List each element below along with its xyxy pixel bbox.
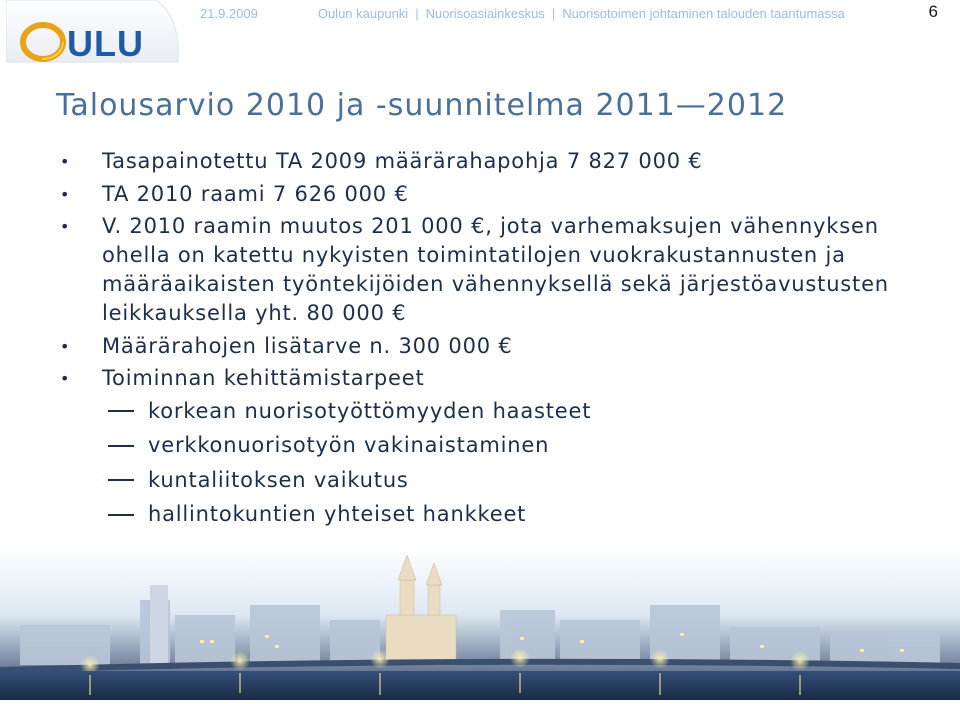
header-date: 21.9.2009 (200, 5, 258, 21)
bullet-text: Määrärahojen lisätarve n. 300 000 € (102, 333, 513, 358)
header-topic: Nuorisotoimen johtaminen talouden taantumassa (562, 5, 845, 21)
bullet-item (56, 147, 916, 176)
slide-header (200, 4, 950, 22)
dash-icon (108, 479, 134, 481)
city-skyline-photo (0, 545, 960, 700)
bullet-icon: • (60, 152, 71, 171)
dash-icon (108, 514, 134, 516)
slide-content (56, 147, 916, 535)
header-separator: | (551, 5, 556, 21)
bullet-text: V. 2010 raamin muutos 201 000 €, jota varhemaksujen vähennyksen ohella on katettu nykyisten toimintatilojen vuokrakustannusten ja määräaikaisten työntekijöiden vähennyksellä sekä järjestöavustusten leikkauksella yht. 80 000 € (102, 214, 889, 325)
sub-item (108, 397, 916, 426)
bullet-text: Toiminnan kehittämistarpeet (102, 366, 425, 390)
bullet-text: Tasapainotettu TA 2009 määrärahapohja 7 827 000 € (102, 149, 703, 173)
sub-item (108, 431, 916, 460)
dash-icon (108, 410, 134, 412)
bullet-item (56, 180, 916, 209)
header-org: Oulun kaupunki (317, 5, 409, 21)
bullet-text: TA 2010 raami 7 626 000 € (102, 181, 409, 206)
svg-text:ULU: ULU (67, 23, 144, 64)
oulu-logo-graphic (6, 0, 191, 82)
sub-item-text: hallintokuntien yhteiset hankkeet (148, 502, 527, 526)
bullet-icon: • (60, 184, 71, 204)
sub-item-text: korkean nuorisotyöttömyyden haasteet (148, 398, 592, 423)
sub-item (108, 466, 916, 495)
city-skyline-image (0, 545, 960, 700)
bullet-item (56, 364, 916, 393)
page-number: 6 (928, 2, 938, 21)
header-department: Nuorisoasiainkeskus (425, 5, 545, 21)
dash-icon (108, 445, 134, 447)
bullet-icon: • (60, 369, 71, 388)
slide-title: Talousarvio 2010 ja -suunnitelma 2011—2012 (56, 88, 788, 123)
header-separator: | (415, 5, 419, 21)
bullet-item (56, 332, 916, 361)
oulu-logo (6, 0, 191, 82)
bullet-item (56, 212, 916, 328)
sub-item-text: verkkonuorisotyön vakinaistaminen (148, 433, 550, 457)
bullet-icon: • (60, 217, 71, 236)
sub-item-text: kuntaliitoksen vaikutus (148, 467, 409, 492)
bullet-icon: • (60, 336, 71, 356)
sub-item (108, 500, 916, 529)
